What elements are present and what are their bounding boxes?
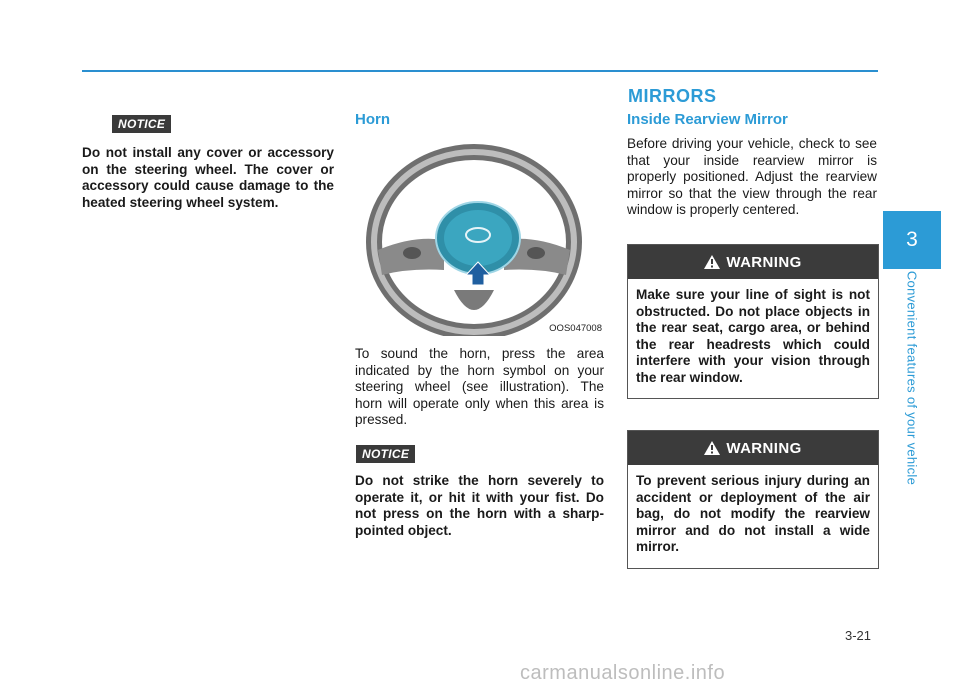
section-title: MIRRORS — [628, 86, 717, 106]
notice-badge: NOTICE — [112, 115, 171, 133]
horn-notice-text: Do not strike the horn severely to operate it, or hit it with your fist. Do not press on the horn with a sharp-pointed object. — [355, 473, 604, 538]
warning-triangle-icon — [704, 255, 720, 269]
horn-notice-badge: NOTICE — [356, 445, 415, 463]
warning-box-2 — [627, 430, 879, 569]
warning-text: Make sure your line of sight is not obstructed. Do not place objects in the rear seat, cargo area, or behind the rear headrests which could interfere with your vision through the rear window. — [636, 287, 870, 385]
chapter-title: Convenient features of your vehicle — [904, 270, 920, 486]
horn-heading: Horn — [355, 111, 390, 128]
top-rule — [82, 70, 878, 72]
page-number: 3-21 — [845, 628, 872, 643]
warning-box-1 — [627, 244, 879, 399]
warning-header — [628, 431, 878, 465]
figure-code: OOS047008 — [549, 323, 602, 334]
steering-wheel-illustration — [354, 140, 606, 336]
warning-triangle-icon — [704, 441, 720, 455]
horn-body-text: To sound the horn, press the area indicated by the horn symbol on your steering wheel (see illustration). The horn will operate only when this area is pressed. — [355, 346, 604, 427]
notice-text: Do not install any cover or accessory on the steering wheel. The cover or accessory could cause damage to the heated steering wheel system. — [82, 145, 334, 210]
warning-label: WARNING — [726, 439, 802, 457]
mirror-heading: Inside Rearview Mirror — [627, 111, 788, 128]
warning-text: To prevent serious injury during an accident or deployment of the air bag, do not modify the rearview mirror and do not install a wide mirror. — [636, 473, 870, 554]
chapter-tab: 3 — [883, 211, 941, 269]
steering-wheel-figure — [354, 140, 606, 336]
watermark[interactable]: carmanualsonline.info — [520, 662, 726, 684]
warning-header — [628, 245, 878, 279]
warning-label: WARNING — [726, 253, 802, 271]
mirror-body-text: Before driving your vehicle, check to see that your inside rearview mirror is properly positioned. Adjust the rearview mirror so that the view through the rear window is properly centered. — [627, 136, 877, 217]
